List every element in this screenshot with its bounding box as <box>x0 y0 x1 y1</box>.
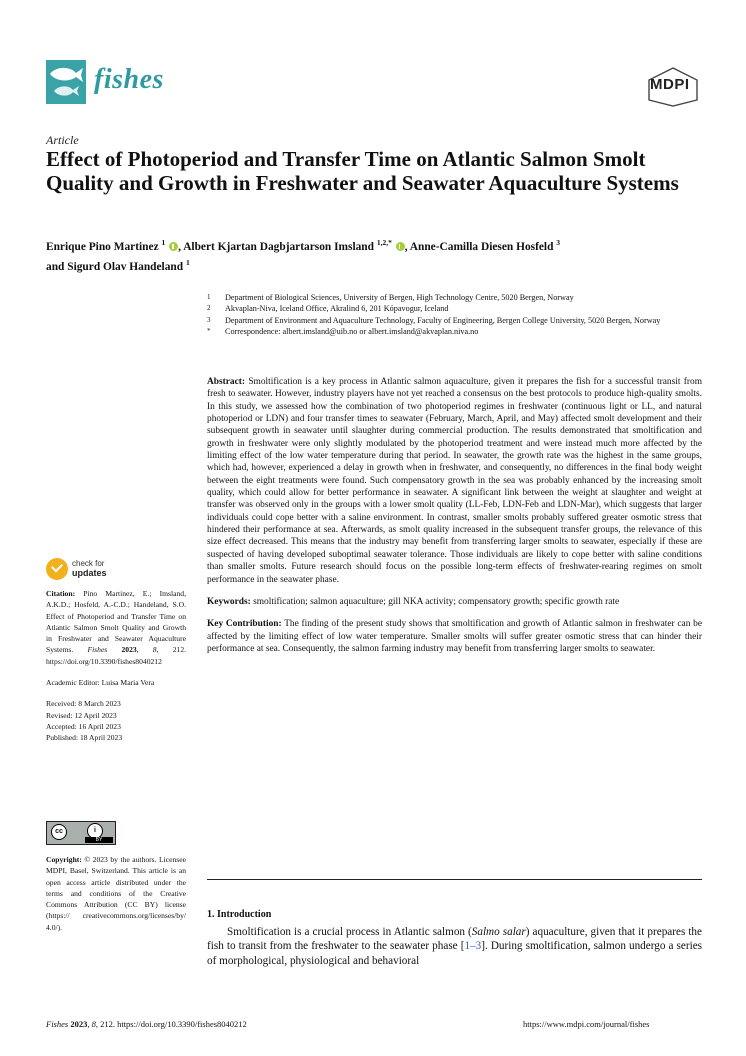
copyright-notice: Copyright: © 2023 by the authors. Licensee MDPI, Basel, Switzerland. This article is an open access article distributed under the terms and conditions of the Creative Commons Attribution (CC BY) license (https:// creativecommons.org/licenses/by/ 4.0/). <box>46 855 186 932</box>
date-published: Published: 18 April 2023 <box>46 733 123 743</box>
author-name: Enrique Pino Martinez <box>46 241 159 253</box>
cc-by-label: BY <box>85 837 113 843</box>
author-affiliation-marker: 1 <box>161 238 166 247</box>
article-type: Article <box>46 133 79 147</box>
key-contribution-text: The finding of the present study shows that smoltification and growth of Atlantic salmon in freshwater can be affected by the limiting effect of low water temperature. Smaller smolts will suffer greater osmotic stress that can hinder their performance at sea. Consequently, the salmon farming industry may benefit from transferring larger smolts to seawater. <box>207 619 702 654</box>
front-matter <box>207 376 702 665</box>
publisher-logo-text: MDPI <box>650 76 690 93</box>
orcid-icon[interactable] <box>396 242 405 251</box>
footer-journal-url[interactable]: https://www.mdpi.com/journal/fishes <box>523 1019 650 1029</box>
author-affiliation-marker: 3 <box>556 238 561 247</box>
orcid-icon[interactable] <box>169 242 178 251</box>
journal-logo <box>46 60 86 104</box>
affiliations <box>207 292 707 338</box>
sidebar-metadata <box>46 588 186 744</box>
section-heading: 1. Introduction <box>207 909 272 920</box>
correspondence: * Correspondence: albert.imsland@uib.no or albert.imsland@akvaplan.niva.no <box>207 327 479 337</box>
keywords <box>207 596 702 608</box>
affiliation-item: 1 Department of Biological Sciences, University of Bergen, High Technology Centre, 5020 Bergen, Norway <box>207 293 574 302</box>
abstract-label: Abstract: <box>207 377 246 387</box>
article-title: Effect of Photoperiod and Transfer Time on Atlantic Salmon Smolt Quality and Growth in Freshwater and Seawater Aquaculture Systems <box>46 147 679 195</box>
affiliation-item: 3 Department of Environment and Aquaculture Technology, Faculty of Engineering, Bergen College University, 5020 Bergen, Norway <box>207 315 661 325</box>
citation-link[interactable]: 1–3 <box>464 940 482 953</box>
citation: Citation: Pino Martinez, E.; Imsland, A.K.D.; Hosfeld, A.-C.D.; Handeland, S.O. Effect of Photoperiod and Transfer Time on Atlantic Salmon Smolt Quality and Growth in Freshwater and Seawater Aquaculture Systems. Fishes 2023, 8, 212. https://doi.org/10.3390/fishes8040212 <box>46 589 187 666</box>
fish-logo-icon <box>46 60 86 104</box>
key-contribution-label: Key Contribution: <box>207 619 282 630</box>
abstract-text: Smoltification is a key process in Atlantic salmon aquaculture, given it prepares the fish for a successful transit from fresh to seawater. However, industry players have not yet reached a consensus on the best protocols to produce high-quality smolts. In this study, we assessed how the combination of two photoperiod regimes in freshwater (continuous light or LL, and natural photoperiod or LDN) and four transfer times to seawater (February, March, April, and May) affected smolt development and their subsequent growth in seawater until slaughter during commercial production. The results demonstrated that smoltification and growth in freshwater were only slightly modulated by the photoperiod treatment and were instead much more affected by the limiting effect of the low water temperature during that period. In seawater, the growth rate was the highest in the same groups, which had, however, experienced a delay in growth when in freshwater, and consequently, no differences in the final body weight between the eight treatments were found. Such compensatory growth in the sea was probably enhanced by the increasing smolt quality, which could allow for better performance in seawater. A significant link between the weight at slaughter and weight at transfer was observed only in the groups with a lower smolt quality (LL-Feb, LDN-Feb and LDN-Mar), which suggests that larger individuals could cope better with a saline environment. In contrast, smaller smolts probably suffered greater osmotic stress that hindered their performance at sea. Afterwards, as smolt quality increased in the subsequent transfer groups, the relevance of this size effect decreased. This means that the industry may benefit from transferring larger smolts to seawater, especially if these are suspected of having developed suboptimal seawater tolerance. Those individuals are likely to cope better with saline conditions than smaller smolts. Future research should focus on the possible long-term effects of freshwater-rearing regimes on smolt performance in the seawater phase. <box>207 377 702 585</box>
keywords-label: Keywords: <box>207 596 251 607</box>
date-received: Received: 8 March 2023 <box>46 699 121 709</box>
introduction-paragraph: Smoltification is a crucial process in Atlantic salmon (Salmo salar) aquaculture, given that it prepares the fish to transit from the freshwater to the seawater phase [1–3]. During smoltification, salmon undergo a series of morphological, physiological and behavioral <box>207 926 703 967</box>
date-revised: Revised: 12 April 2023 <box>46 710 117 720</box>
species-name: Salmo salar <box>471 926 526 938</box>
footer-citation: Fishes 2023, 8, 212. https://doi.org/10.3390/fishes8040212 <box>46 1019 247 1029</box>
author-list: Enrique Pino Martinez $^1$ , Albert Kjartan Dagbjartarson Imsland $^{1,2,*}$ , Anne-Camilla Diesen Hosfeld $^3$ and Sigurd Olav Handeland $^1$ <box>46 238 561 273</box>
cc-by-license-badge[interactable] <box>46 821 116 845</box>
check-for-updates-button[interactable]: check for updates <box>46 558 116 580</box>
citation-doi[interactable]: 212. https://doi.org/10.3390/fishes8040212 <box>46 645 187 666</box>
author-name: Anne-Camilla Diesen Hosfeld <box>409 241 554 253</box>
attribution-icon: i <box>87 823 103 839</box>
affiliation-item: 2 Akvaplan-Niva, Iceland Office, Akralind 6, 201 Kópavogur, Iceland <box>207 304 449 314</box>
cc-icon: cc <box>51 824 67 840</box>
copyright-label: Copyright: <box>46 855 82 864</box>
author-name: Sigurd Olav Handeland <box>67 261 184 273</box>
author-affiliation-marker: 1 <box>185 258 190 267</box>
date-accepted: Accepted: 16 April 2023 <box>46 721 121 731</box>
section-divider <box>207 879 702 880</box>
journal-name: fishes <box>94 64 164 95</box>
key-contribution <box>207 618 702 655</box>
check-updates-icon <box>46 558 68 580</box>
author-affiliation-marker: 1,2,* <box>376 238 392 247</box>
citation-label: Citation: <box>46 589 76 598</box>
keywords-text: smoltification; salmon aquaculture; gill NKA activity; compensatory growth; specific growth rate <box>253 596 620 607</box>
author-name: Albert Kjartan Dagbjartarson Imsland <box>183 241 374 253</box>
abstract <box>207 376 702 586</box>
academic-editor: Academic Editor: Luisa Maria Vera <box>46 678 155 688</box>
